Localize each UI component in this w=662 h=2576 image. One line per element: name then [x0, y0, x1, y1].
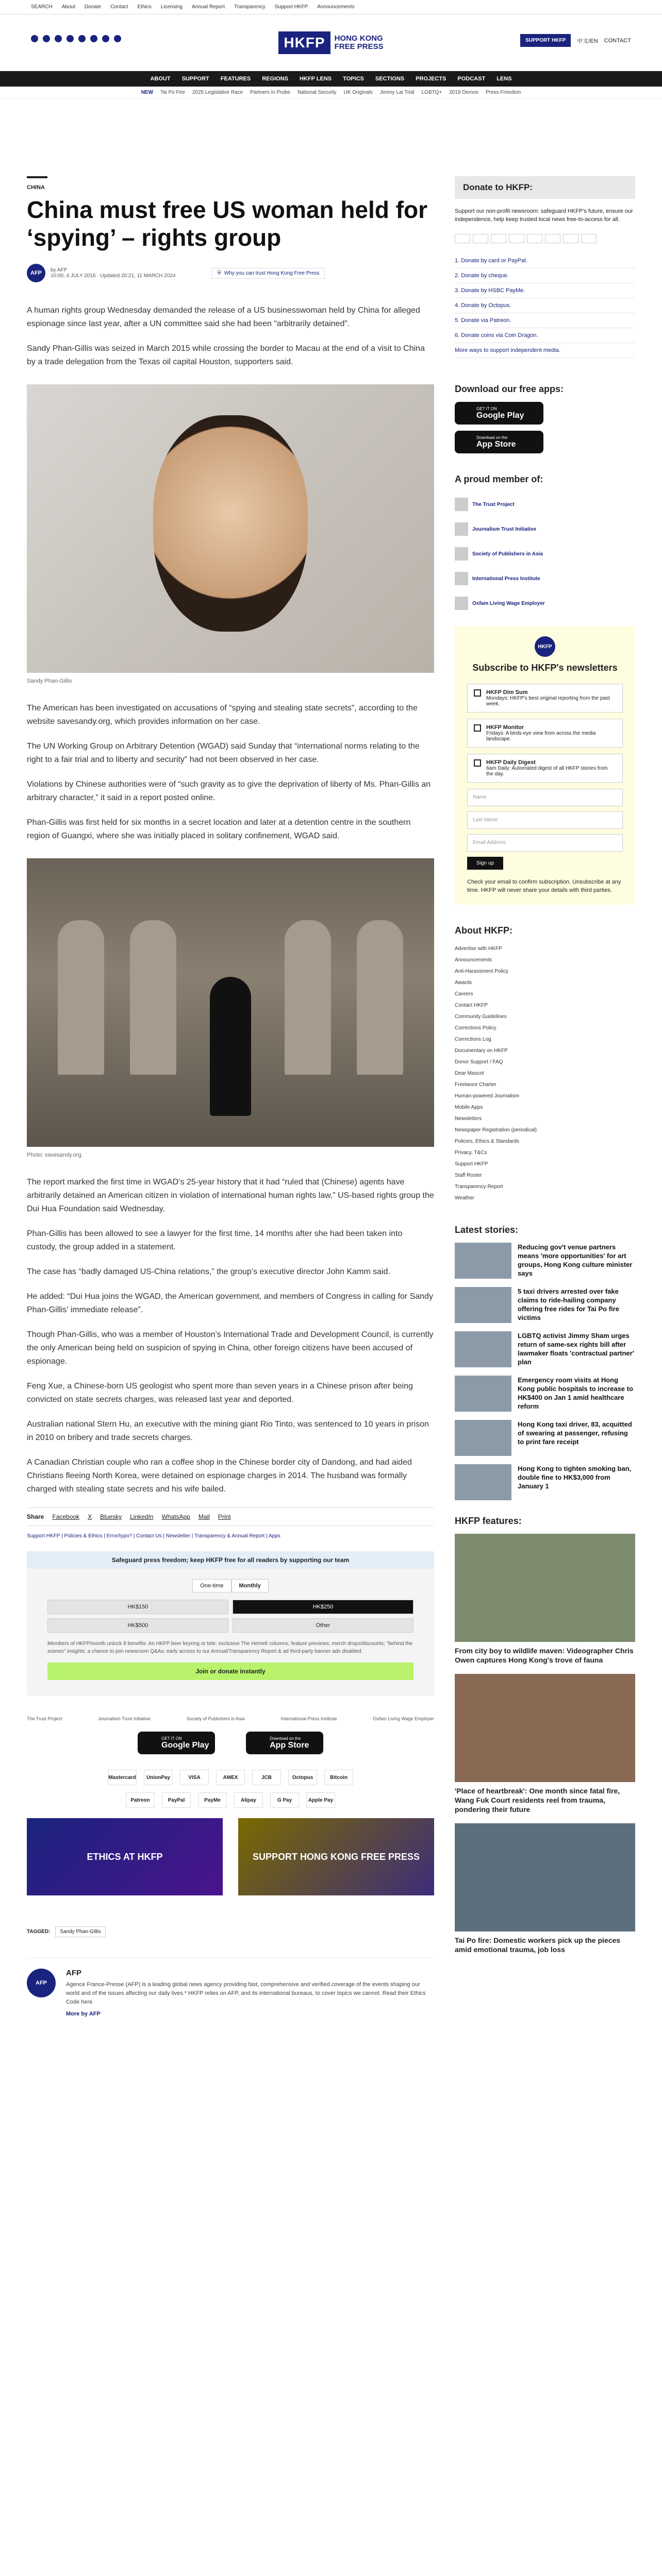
story-thumbnail [455, 1420, 511, 1456]
article-paragraph: A Canadian Christian couple who ran a coffee shop in the Chinese border city of Dandong, and had aided Christians fleeing North Korea, were detained on espionage charges in 2014. The husband was formally charged with stealing state secrets and his wife bailed. [27, 1458, 412, 1494]
article-paragraph: The case has “badly damaged US-China relations,” the group’s executive director John Kamm said. [27, 1267, 390, 1276]
patreon-icon: Patreon [126, 1792, 155, 1808]
nav-lens[interactable]: LENS [496, 76, 512, 82]
membership-benefits: Members of HKFP/month unlock 8 benefits: An HKFP beer keyring or tote; exclusive The Hemelt columns; feature previews; merch drops/discounts; "behind the scenes" insights; a chance to join newsroom Q&As; early access to our Annual/Transparency Report & ad third-party banner ads disabled. [47, 1641, 412, 1654]
author-bio: Agence France-Presse (AFP) is a leading global news agency providing fast, comprehensive and verified coverage of the events shaping our world and of the issues affecting our daily lives.* HKFP relies on AFP, and its international bureaus, to cover topics we cannot. Read their Ethics Code here [66, 1981, 426, 2005]
feature-story[interactable]: 'Place of heartbreak': One month since fatal fire, Wang Fuk Court residents reel from trauma, pondering their future [455, 1674, 635, 1814]
donate-methods [455, 253, 635, 358]
jti-logo[interactable]: Journalism Trust Initiative [98, 1716, 151, 1721]
email-input[interactable]: Email Address [467, 834, 623, 852]
checkbox-icon [474, 689, 481, 697]
more-by-author[interactable]: More by AFP [66, 2011, 101, 2017]
about-link[interactable]: Careers [455, 991, 473, 997]
support-links[interactable]: Support HKFP | Policies & Ethics | Error/typo? | Contact Us | Newsletter | Transparency & Annual Report | Apps [27, 1533, 280, 1539]
feature-story[interactable]: From city boy to wildlife maven: Videographer Chris Owen captures Hong Kong's trove of fauna [455, 1534, 635, 1665]
trending-item[interactable]: Partners in Probe [250, 90, 291, 95]
share-facebook[interactable]: Facebook [52, 1513, 80, 1520]
article [27, 176, 434, 2019]
donate-method[interactable]: 1. Donate by card or PayPal. [455, 253, 635, 268]
feature-image [455, 1534, 635, 1642]
article-paragraph: The American has been investigated on accusations of “spying and stealing state secrets”, according to the website savesandy.org, which provides information on her case. [27, 704, 418, 726]
about-link[interactable]: Mobile Apps [455, 1105, 483, 1110]
logo-mark: HKFP [278, 31, 330, 54]
gpay-icon: G Pay [270, 1792, 299, 1808]
topbar-transparency[interactable]: Transparency [234, 4, 266, 10]
article-paragraph: He added: “Dui Hua joins the WGAD, the American government, and members of Congress in calling for Sandy Phan-Gillis’ immediate release”. [27, 1292, 433, 1314]
share-x[interactable]: X [88, 1513, 92, 1520]
payme-icon: PayMe [198, 1792, 227, 1808]
nav-about[interactable]: ABOUT [150, 76, 171, 82]
octopus-icon: Octopus [288, 1770, 317, 1785]
latest-story[interactable]: Hong Kong to tighten smoking ban, double fine to HK$3,000 from January 1 [455, 1464, 635, 1500]
donate-widget [27, 1551, 434, 1696]
donate-method[interactable]: 6. Donate coins via Coin Dragon. [455, 328, 635, 343]
google-play-button[interactable]: GET IT ON Google Play [138, 1732, 215, 1754]
share-label: Share [27, 1513, 44, 1520]
about-link[interactable]: Donor Support / FAQ [455, 1059, 503, 1065]
frequency-toggle [47, 1579, 413, 1592]
updated-date: Updated 20:21, 11 MARCH 2024 [100, 273, 176, 279]
latest-title: Latest stories: [455, 1225, 519, 1235]
story-thumbnail [455, 1331, 511, 1367]
member-logo[interactable]: International Press Institute [455, 566, 635, 591]
trust-project-logo[interactable]: The Trust Project [27, 1716, 62, 1721]
app-buttons [27, 1732, 434, 1754]
card-icons [455, 234, 635, 243]
topbar-about[interactable]: About [61, 4, 75, 10]
newsletter-option[interactable]: HKFP Dim Sum Mondays: HKFP's best original reporting from the past week. [467, 684, 623, 713]
jcb-icon: JCB [252, 1770, 281, 1785]
about-links [455, 943, 635, 1204]
about-link[interactable]: Awards [455, 980, 472, 986]
newsletter-title: Subscribe to HKFP's newsletters [472, 663, 618, 673]
visa-icon: VISA [180, 1770, 209, 1785]
nav-topics[interactable]: TOPICS [343, 76, 364, 82]
article-paragraph: Violations by Chinese authorities were of “such gravity as to give the deprivation of liberty of Ms. Phan-Gillis an arbitrary character,” it said in a report posted online. [27, 780, 431, 802]
app-store-button[interactable]: Download on the App Store [246, 1732, 323, 1754]
trending-item[interactable]: 2019 Demos [449, 90, 478, 95]
member-logos [455, 492, 635, 616]
nav-podcast[interactable]: PODCAST [457, 76, 486, 82]
support-video[interactable]: SUPPORT HONG KONG FREE PRESS [238, 1818, 434, 1895]
sidebar-google-play[interactable]: GET IT ON Google Play [455, 402, 543, 425]
portrait-photo [27, 384, 434, 673]
newsletter-option[interactable]: HKFP Monitor Fridays: A birds-eye view from across the media landscape. [467, 719, 623, 748]
topbar-donate[interactable]: Donate [84, 4, 102, 10]
bluesky-icon[interactable] [114, 35, 121, 42]
story-thumbnail [455, 1376, 511, 1412]
about-link[interactable]: Documentary on HKFP [455, 1048, 508, 1054]
about-link[interactable]: Advertise with HKFP [455, 946, 502, 952]
about-link[interactable]: Newspaper Registration (periodical) [455, 1127, 537, 1133]
trending-item[interactable]: 2025 Legislative Race [192, 90, 243, 95]
donate-method[interactable]: 4. Donate by Octopus. [455, 298, 635, 313]
topbar-announcements[interactable]: Announcements [317, 4, 355, 10]
site-logo[interactable] [278, 31, 383, 54]
amount-option[interactable]: HK$150 [47, 1600, 228, 1614]
donate-widget-title: Safeguard press freedom; keep HKFP free for all readers by supporting our team [27, 1551, 434, 1569]
latest-story[interactable]: Emergency room visits at Hong Kong public hospitals to increase to HK$400 on Jan 1 amid healthcare reform [455, 1376, 635, 1412]
about-link[interactable]: Freelance Charter [455, 1082, 496, 1088]
paypal-icon: PayPal [162, 1792, 191, 1808]
author-box-avatar[interactable]: AFP [27, 1969, 56, 1997]
sidebar-donate-title: Donate to HKFP: [455, 176, 635, 199]
mastercard-icon: Mastercard [108, 1770, 137, 1785]
topbar-contact[interactable]: Contact [110, 4, 128, 10]
social-links [31, 35, 121, 42]
newsletter-signup [455, 626, 635, 905]
byline: AFP by AFP 10:00, 4 JULY 2016 · Updated 20:21, 11 MARCH 2024 ⛨ Why you can trust Hong Kong Free Press [27, 264, 434, 282]
features-title: HKFP features: [455, 1516, 522, 1526]
about-link[interactable]: Newsletters [455, 1116, 482, 1122]
new-badge: NEW [141, 90, 154, 95]
first-name-input[interactable]: Name [467, 789, 623, 806]
about-link[interactable]: Policies, Ethics & Standards [455, 1139, 520, 1144]
feature-image [455, 1674, 635, 1782]
author-name[interactable]: by AFP [51, 267, 68, 273]
donate-method[interactable]: 2. Donate by cheque. [455, 268, 635, 283]
newsletter-logo: HKFP [535, 636, 555, 657]
share-bluesky[interactable]: Bluesky [100, 1513, 122, 1520]
author-box-name[interactable]: AFP [66, 1969, 81, 1977]
about-link[interactable]: Announcements [455, 957, 492, 963]
telegram-icon[interactable] [102, 35, 109, 42]
trending-item[interactable]: Jimmy Lai Trial [379, 90, 415, 95]
apps-title: Download our free apps: [455, 384, 564, 394]
ipi-logo[interactable]: International Press Institute [280, 1716, 337, 1721]
trending-item[interactable]: UK Originals [343, 90, 373, 95]
unionpay-icon: UnionPay [144, 1770, 173, 1785]
facebook-icon[interactable] [31, 35, 38, 42]
latest-story[interactable]: Reducing gov't venue partners means 'more opportunities' for art groups, Hong Kong culture minister says [455, 1243, 635, 1279]
contact-link[interactable]: CONTACT [604, 37, 631, 44]
logo-line-1: HONG KONG [334, 33, 383, 43]
story-thumbnail [455, 1287, 511, 1323]
trending-item[interactable]: Tai Po Fire [160, 90, 185, 95]
trending-item[interactable]: LGBTQ+ [421, 90, 442, 95]
member-logo[interactable]: Society of Publishers in Asia [455, 541, 635, 566]
story-thumbnail [455, 1243, 511, 1279]
ethics-video[interactable]: ETHICS AT HKFP [27, 1818, 223, 1895]
signup-button[interactable]: Sign up [467, 857, 503, 870]
about-link[interactable]: Community Guidelines [455, 1014, 507, 1020]
latest-story[interactable]: LGBTQ activist Jimmy Sham urges return of same-sex rights bill after lawmaker floats 'contractual partner' plan [455, 1331, 635, 1367]
nav-projects[interactable]: PROJECTS [416, 76, 446, 82]
applepay-icon: Apple Pay [306, 1792, 335, 1808]
about-link[interactable]: Staff Roster [455, 1173, 482, 1178]
join-donate-button[interactable]: Join or donate instantly [47, 1663, 413, 1680]
about-link[interactable]: Support HKFP [455, 1161, 488, 1167]
more-ways-link[interactable]: More ways to support independent media. [455, 343, 635, 358]
kicker-divider [27, 176, 47, 178]
nav-regions[interactable]: REGIONS [262, 76, 288, 82]
payment-methods-2 [27, 1792, 434, 1808]
amount-option[interactable]: HK$500 [47, 1618, 228, 1633]
partner-logos [27, 1716, 434, 1721]
sidebar [455, 176, 635, 2019]
one-time-option[interactable]: One-time [192, 1579, 231, 1592]
nav-hkfp-lens[interactable]: HKFP LENS [299, 76, 332, 82]
linkedin-icon[interactable] [90, 35, 97, 42]
nav-features[interactable]: FEATURES [220, 76, 251, 82]
amount-option-selected[interactable]: HK$250 [233, 1600, 413, 1614]
about-link[interactable]: Privacy, T&Cs [455, 1150, 487, 1156]
about-link[interactable]: Transparency Report [455, 1184, 503, 1190]
alipay-icon: Alipay [234, 1792, 263, 1808]
support-hkfp-button[interactable]: SUPPORT HKFP [520, 34, 571, 47]
share-linkedin[interactable]: LinkedIn [130, 1513, 154, 1520]
member-logo[interactable]: The Trust Project [455, 492, 635, 517]
article-paragraph: The UN Working Group on Arbitrary Detention (WGAD) said Sunday that “international norms relating to the right to a fair trial and to liberty and security” had not been observed in her case. [27, 742, 420, 764]
tag-link[interactable]: Sandy Phan-Gillis [55, 1926, 105, 1937]
x-icon[interactable] [43, 35, 50, 42]
about-link[interactable]: Corrections Log [455, 1037, 491, 1042]
article-paragraph: Though Phan-Gillis, who was a member of Houston’s International Trade and Development Council, is currently the only American being held on suspicion of spying in China, other foreign citizens have been accused of espionage. [27, 1330, 434, 1366]
terracotta-photo [27, 858, 434, 1147]
article-paragraph: A human rights group Wednesday demanded the release of a US businesswoman held by China for alleged espionage since last year, after a UN committee said she had been “arbitrarily detained”. [27, 306, 420, 328]
about-link[interactable]: Contact HKFP [455, 1003, 488, 1008]
tags [27, 1926, 434, 1937]
about-link[interactable]: Anti-Harassment Policy [455, 969, 508, 974]
about-link[interactable]: Corrections Policy [455, 1025, 496, 1031]
article-category[interactable]: CHINA [27, 184, 45, 191]
top-utility-bar [0, 0, 662, 14]
about-link[interactable]: Human-powered Journalism [455, 1093, 520, 1099]
site-header [0, 14, 662, 71]
trending-item[interactable]: National Security [297, 90, 337, 95]
latest-story[interactable]: 5 taxi drivers arrested over fake claims to ride-hailing company offering free rides for Tai Po fire victims [455, 1287, 635, 1323]
article-paragraph: Sandy Phan-Gillis was seized in March 2015 while crossing the border to Macau at the end of a visit to China by a trade delegation from the Texas oil capital Houston, supporters said. [27, 344, 425, 366]
bitcoin-icon: Bitcoin [324, 1770, 353, 1785]
oxfam-logo[interactable]: Oxfam Living Wage Employer [373, 1716, 434, 1721]
trust-link[interactable]: ⛨ Why you can trust Hong Kong Free Press [211, 268, 325, 279]
threads-icon[interactable] [67, 35, 74, 42]
topbar-search[interactable]: SEARCH [31, 4, 53, 10]
member-title: A proud member of: [455, 474, 543, 484]
payment-methods [27, 1770, 434, 1785]
newsletter-option[interactable]: HKFP Daily Digest 6am Daily: Automated digest of all HKFP stories from the day. [467, 754, 623, 783]
member-logo[interactable]: Oxfam Living Wage Employer [455, 591, 635, 616]
about-title: About HKFP: [455, 925, 512, 936]
author-avatar[interactable]: AFP [27, 264, 45, 282]
article-paragraph: Feng Xue, a Chinese-born US geologist who spent more than seven years in a Chinese prison after being convicted on state secrets charges, was released last year and deported. [27, 1382, 413, 1404]
shield-icon: ⛨ [217, 270, 221, 276]
topbar-support[interactable]: Support HKFP [274, 4, 308, 10]
checkbox-icon [474, 759, 481, 767]
logo-line-2: FREE PRESS [334, 42, 384, 51]
share-whatsapp[interactable]: WhatsApp [161, 1513, 190, 1520]
member-logo[interactable]: Journalism Trust Initiative [455, 517, 635, 541]
article-paragraph: Australian national Stern Hu, an executive with the mining giant Rio Tinto, was sentenced to 10 years in prison in 2010 on bribery and trade secrets charges. [27, 1420, 429, 1442]
about-link[interactable]: Weather [455, 1195, 474, 1201]
last-name-input[interactable]: Last Name [467, 811, 623, 829]
topbar-ethics[interactable]: Ethics [137, 4, 152, 10]
amex-icon: AMEX [216, 1770, 245, 1785]
trending-item[interactable]: Press Freedom [485, 90, 521, 95]
donate-method[interactable]: 3. Donate by HSBC PayMe. [455, 283, 635, 298]
checkbox-icon [474, 724, 481, 732]
article-paragraph: Phan-Gillis has been allowed to see a lawyer for the first time, 14 months after she had been taken into custody, the group added in a statement. [27, 1229, 403, 1251]
photo-caption: Sandy Phan-Gillis [27, 678, 72, 684]
donate-method[interactable]: 5. Donate via Patreon. [455, 313, 635, 328]
amount-options [47, 1600, 413, 1633]
article-title: China must free US woman held for ‘spying’ – rights group [27, 196, 427, 251]
sopa-logo[interactable]: Society of Publishers in Asia [186, 1716, 245, 1721]
youtube-icon[interactable] [78, 35, 86, 42]
trending-bar [0, 87, 662, 99]
nav-support[interactable]: SUPPORT [181, 76, 209, 82]
share-print[interactable]: Print [218, 1513, 231, 1520]
promo-videos [27, 1818, 434, 1895]
monthly-option[interactable]: Monthly [231, 1579, 269, 1592]
instagram-icon[interactable] [55, 35, 62, 42]
amount-option-other[interactable]: Other [233, 1618, 413, 1633]
language-switch[interactable]: 中文/EN [577, 38, 598, 44]
publish-date: 10:00, 4 JULY 2016 [51, 273, 96, 279]
feature-image [455, 1823, 635, 1931]
main-nav [0, 71, 662, 87]
article-paragraph: The report marked the first time in WGAD’s 25-year history that it had “ruled that (Chinese) agents have arbitrarily detained an American citizen in violation of international human rights law,” US-based rights group the Dui Hua Foundation said Wednesday. [27, 1178, 434, 1213]
topbar-licensing[interactable]: Licensing [160, 4, 183, 10]
latest-story[interactable]: Hong Kong taxi driver, 83, acquitted of swearing at passenger, refusing to print fare receipt [455, 1420, 635, 1456]
feature-story[interactable]: Tai Po fire: Domestic workers pick up the pieces amid emotional trauma, job loss [455, 1823, 635, 1954]
author-box [27, 1958, 434, 2019]
photo-caption: Photo: savesandy.org. [27, 1152, 83, 1158]
about-link[interactable]: Dear Mascot [455, 1071, 484, 1076]
story-thumbnail [455, 1464, 511, 1500]
share-mail[interactable]: Mail [198, 1513, 210, 1520]
article-paragraph: Phan-Gillis was first held for six months in a secret location and later at a detention centre in the southern region of Guangxi, where she was initially placed in solitary confinement, WGAD said. [27, 818, 411, 840]
newsletter-note: Check your email to confirm subscription. Unsubscribe at any time. HKFP will never share your details with third parties. [467, 879, 621, 893]
tagged-label: TAGGED: [27, 1929, 51, 1935]
nav-sections[interactable]: SECTIONS [375, 76, 405, 82]
topbar-annual-report[interactable]: Annual Report [192, 4, 225, 10]
share-bar [27, 1507, 434, 1526]
sidebar-donate-text[interactable]: Support our non-profit newsroom: safeguard HKFP's future, ensure our independence, help keep trusted local news free-to-access for all. [455, 208, 633, 223]
sidebar-app-store[interactable]: Download on the App Store [455, 431, 543, 453]
